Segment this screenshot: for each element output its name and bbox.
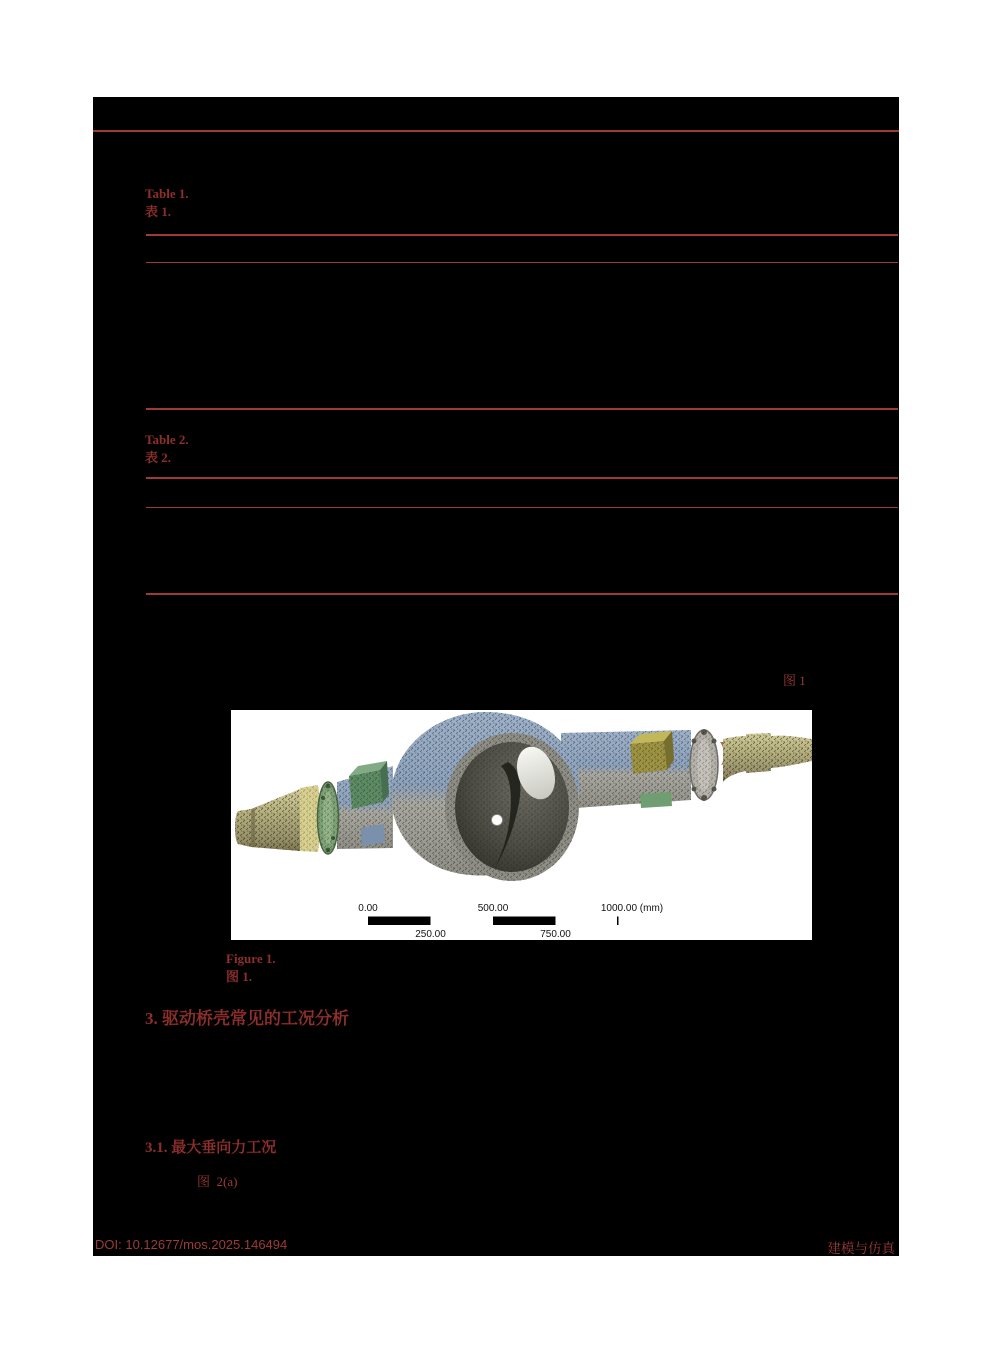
scale-tick-0: 0.00 — [358, 903, 378, 914]
table2-header-rule — [146, 507, 898, 508]
table2-label — [145, 431, 189, 467]
scale-tick-750: 750.00 — [540, 929, 571, 940]
right-axle-tube — [561, 730, 691, 809]
scale-bar — [358, 903, 663, 940]
section3-heading: 3. 驱动桥壳常见的工况分析 — [145, 1009, 349, 1028]
scale-tick-500: 500.00 — [477, 903, 509, 914]
table2-label-en: Table 2. — [145, 432, 189, 447]
differential-opening — [445, 733, 579, 881]
drain-hole — [492, 815, 503, 826]
table1-label — [145, 185, 189, 221]
scale-tick-250: 250.00 — [415, 929, 446, 940]
scale-segment-1 — [368, 917, 431, 926]
lower-bracket-right — [640, 792, 672, 808]
spring-seat-left — [349, 761, 389, 809]
table1-header-rule — [146, 262, 898, 263]
footer-journal-name: 建模与仿真 — [827, 1241, 895, 1256]
axle-housing-fe-model — [231, 710, 812, 940]
table1-label-en: Table 1. — [145, 186, 189, 201]
page-content-area — [93, 97, 899, 1256]
right-flange — [690, 729, 727, 801]
table1-bottom-rule — [146, 408, 898, 410]
header-rule — [93, 130, 899, 132]
figure1-caption-en: Figure 1. — [226, 951, 276, 966]
section31-heading: 3.1. 最大垂向力工况 — [145, 1140, 277, 1156]
footer-doi: DOI: 10.12677/mos.2025.146494 — [95, 1237, 288, 1252]
figure1-inline-reference: 图 1 — [783, 673, 806, 688]
scale-tick-1000: 1000.00 (mm) — [600, 903, 664, 914]
table2-label-zh: 表 2. — [145, 450, 172, 465]
table2-bottom-rule — [146, 593, 898, 595]
spring-seat-right — [630, 731, 674, 774]
table1-top-rule — [146, 234, 898, 236]
figure1-caption — [226, 950, 276, 986]
figure1-image — [231, 710, 812, 940]
figure2-inline-reference: 图 2(a) — [197, 1174, 238, 1189]
shaft-groove — [251, 808, 255, 847]
scale-segment-2 — [493, 917, 556, 926]
left-flange — [318, 782, 339, 854]
table2-top-rule — [146, 477, 898, 479]
scale-end-tick — [617, 917, 619, 926]
right-axle-shaft — [723, 733, 812, 782]
table1-label-zh: 表 1. — [145, 204, 172, 219]
left-axle-shaft — [235, 785, 320, 852]
left-axle-tube — [337, 761, 393, 849]
figure1-caption-zh: 图 1. — [226, 969, 253, 984]
